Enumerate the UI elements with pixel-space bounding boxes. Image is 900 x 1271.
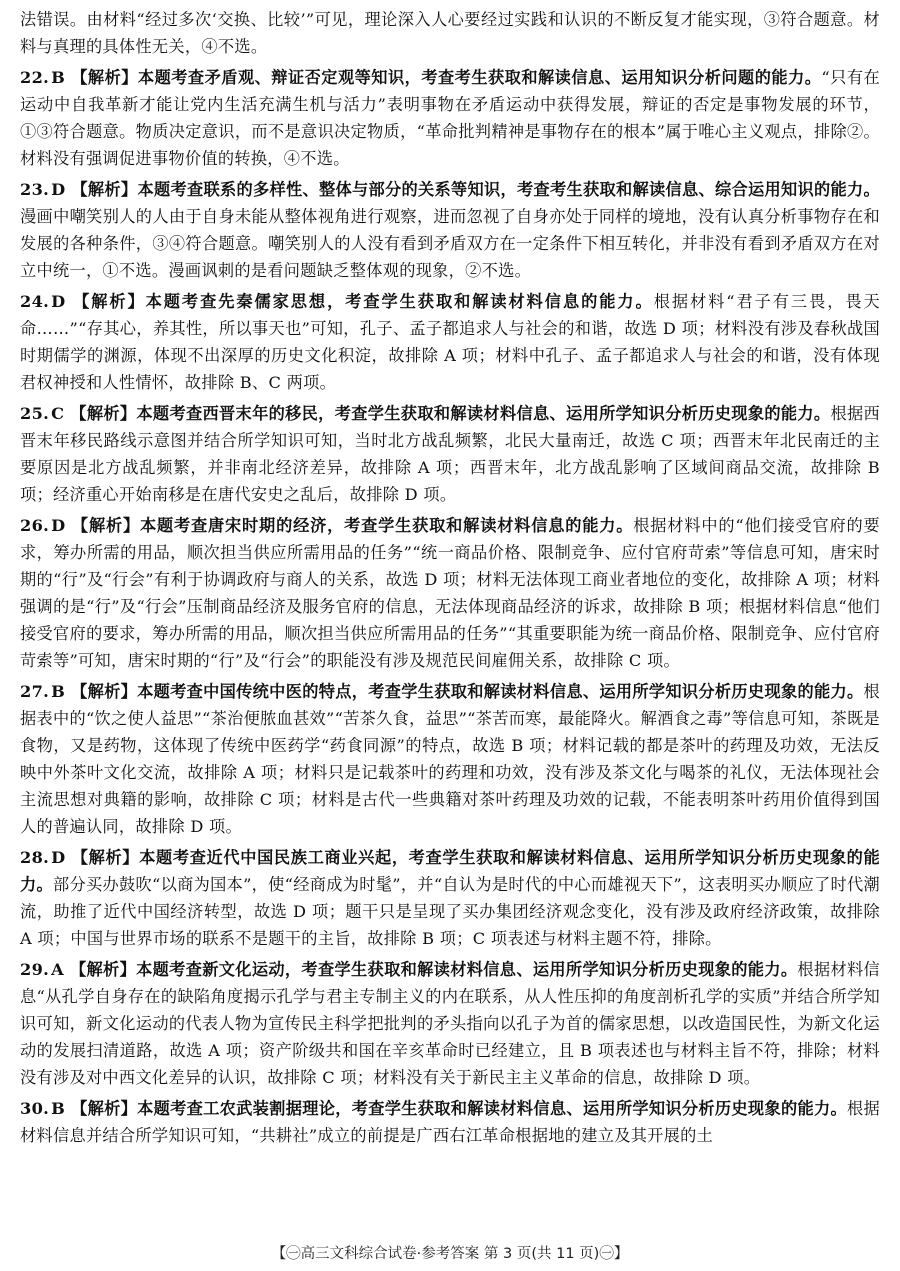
analysis-lead: 本题考查近代中国民族工商业兴起，考查学生获取和解读材料信息、运用所学知识分析历史现象的能力。 — [20, 848, 880, 894]
analysis-tag: 【解析】 — [71, 516, 140, 535]
continuation-text: 法错误。由材料“经过多次‘交换、比较’”可见，理论深入人心要经过实践和认识的不断反复才能实现，③符合题意。材料与真理的具体性无关，④不选。 — [20, 10, 880, 56]
answer-item — [20, 400, 880, 508]
analysis-text: 根据材料“君子有三畏，畏天命……”“存其心，养其性，所以事天也”可知，孔子、孟子都追求人与社会的和谐，故选 D 项；材料没有涉及春秋战国时期儒学的渊源，体现不出深厚的历史文化积淀，故排除 A 项；材料中孔子、孟子都追求人与社会的和谐，没有体现君权神授和人性情怀，故排除 B、C 两项。 — [20, 292, 880, 392]
analysis-text: 根据材料信息并结合所学知识可知，“共耕社”成立的前提是广西右江革命根据地的建立及其开展的土 — [20, 1099, 880, 1145]
answer-item — [20, 288, 880, 396]
analysis-text: “只有在运动中自我革新才能让党内生活充满生机与活力”表明事物在矛盾运动中获得发展，辩证的否定是事物发展的环节，①③符合题意。物质决定意识，而不是意识决定物质，“革命批判精神是事物存在的根本”属于唯心主义观点，排除②。材料没有强调促进事物价值的转换，④不选。 — [20, 68, 881, 168]
analysis-tag: 【解析】 — [71, 848, 140, 867]
analysis-tag: 【解析】 — [69, 960, 137, 979]
answer-item — [20, 1095, 880, 1149]
question-number: 26. — [20, 516, 50, 535]
analysis-text: 漫画中嘲笑别人的人由于自身未能从整体视角进行观察，进而忽视了自身亦处于同样的境地，没有认真分析事物存在和发展的各种条件，③④符合题意。嘲笑别人的人没有看到矛盾双方在一定条件下相互转化，并非没有看到矛盾双方在对立中统一，①不选。漫画讽刺的是看问题缺乏整体观的现象，②不选。 — [20, 207, 880, 280]
page-footer: 【㊀高三文科综合试卷·参考答案 第 3 页(共 11 页)㊀】 — [271, 1246, 629, 1262]
analysis-text: 根据材料信息“从孔学自身存在的缺陷角度揭示孔学与君主专制主义的内在联系，从人性压抑的角度剖析孔学的实质”并结合所学知识可知，新文化运动的代表人物为宣传民主科学把批判的矛头指向以孔子为首的儒家思想，以改造国民性，为新文化运动的发展扫清道路，故选 A 项；资产阶级共和国在辛亥革命时已经建立，且 B 项表述也与材料主旨不符，排除；材料没有涉及对中西文化差异的认识，故排除 C 项；材料没有关于新民主主义革命的信息，故排除 D 项。 — [20, 960, 881, 1087]
question-number: 29. — [20, 960, 50, 979]
analysis-text: 部分买办鼓吹“以商为国本”，使“经商成为时髦”，并“自认为是时代的中心而雄视天下”，这表明买办顺应了时代潮流，助推了近代中国经济转型，故选 D 项；题干只是呈现了买办集团经济观念变化，没有涉及政府经济政策，故排除 A 项；中国与世界市场的联系不是题干的主旨，故排除 B 项；C 项表述与材料主题不符，排除。 — [20, 875, 880, 948]
analysis-tag: 【解析】 — [70, 404, 137, 423]
answer-item — [20, 678, 880, 840]
question-number: 28. — [20, 848, 50, 867]
question-number: 22. — [20, 68, 50, 87]
answer-list — [20, 64, 880, 1149]
answer-letter: A — [51, 960, 64, 979]
analysis-tag: 【解析】 — [71, 68, 138, 87]
answer-item — [20, 844, 880, 952]
question-number: 23. — [20, 180, 50, 199]
analysis-tag: 【解析】 — [71, 292, 146, 311]
analysis-lead: 本题考查先秦儒家思想，考查学生获取和解读材料信息的能力。 — [145, 292, 654, 311]
analysis-lead: 本题考查联系的多样性、整体与部分的关系等知识，考查考生获取和解读信息、综合运用知识的能力。 — [137, 180, 881, 199]
answer-letter: B — [51, 682, 66, 701]
answer-letter: D — [51, 292, 66, 311]
answer-letter: B — [51, 68, 66, 87]
analysis-lead: 本题考查西晋末年的移民，考查学生获取和解读材料信息、运用所学知识分析历史现象的能力。 — [136, 404, 831, 423]
analysis-tag: 【解析】 — [71, 1099, 138, 1118]
analysis-lead: 本题考查工农武装割据理论，考查学生获取和解读材料信息、运用所学知识分析历史现象的能力。 — [137, 1099, 847, 1118]
answer-letter: B — [51, 1099, 66, 1118]
analysis-lead: 本题考查中国传统中医的特点，考查学生获取和解读材料信息、运用所学知识分析历史现象的能力。 — [137, 682, 864, 701]
analysis-text: 根据西晋末年移民路线示意图并结合所学知识可知，当时北方战乱频繁，北民大量南迁，故选 C 项；西晋末年北民南迁的主要原因是北方战乱频繁，并非南北经济差异，故排除 A 项；西晋末年，北方战乱影响了区域间商品交流，故排除 B 项；经济重心开始南移是在唐代安史之乱后，故排除 D 项。 — [20, 404, 880, 504]
analysis-lead: 本题考查唐宋时期的经济，考查学生获取和解读材料信息的能力。 — [139, 516, 634, 535]
analysis-lead: 本题考查新文化运动，考查学生获取和解读材料信息、运用所学知识分析历史现象的能力。 — [136, 960, 798, 979]
analysis-lead: 本题考查矛盾观、辩证否定观等知识，考查考生获取和解读信息、运用知识分析问题的能力。 — [137, 68, 822, 87]
answer-item — [20, 956, 880, 1091]
answer-letter: D — [51, 516, 66, 535]
question-number: 24. — [20, 292, 50, 311]
answer-item — [20, 512, 880, 674]
analysis-text: 根据表中的“饮之使人益思”“茶治便脓血甚效”“苦茶久食，益思”“茶苦而寒，最能降火。解酒食之毒”等信息可知，茶既是食物，又是药物，这体现了传统中医药学“药食同源”的特点，故选 B 项；材料记载的都是茶叶的药理及功效，无法反映中外茶叶文化交流，故排除 A 项；材料只是记载茶叶的药理和功效，没有涉及茶文化与喝茶的礼仪，无法体现社会主流思想对典籍的影响，故排除 C 项；材料是古代一些典籍对茶叶药理及功效的记载，不能表明茶叶药用价值得到国人的普遍认同，故排除 D 项。 — [20, 682, 880, 836]
question-number: 25. — [20, 404, 50, 423]
analysis-text: 根据材料中的“他们接受官府的要求，筹办所需的用品，顺次担当供应所需用品的任务”“统一商品价格、限制竞争、应付官府苛索”等信息可知，唐宋时期的“行”及“行会”有利于协调政府与商人的关系，故选 D 项；材料无法体现工商业者地位的变化，故排除 A 项；材料强调的是“行”及“行会”压制商品经济及服务官府的信息，无法体现商品经济的诉求，故排除 B 项；根据材料信息“他们接受官府的要求，筹办所需的用品，顺次担当供应所需用品的任务”“其重要职能为统一商品价格、限制竞争、应付官府苛索等”可知，唐宋时期的“行”及“行会”的职能没有涉及规范民间雇佣关系，故排除 C 项。 — [20, 516, 880, 670]
answer-letter: C — [51, 404, 65, 423]
question-number: 30. — [20, 1099, 50, 1118]
answer-letter: D — [51, 848, 66, 867]
answer-item — [20, 176, 880, 284]
answer-letter: D — [51, 180, 66, 199]
analysis-tag: 【解析】 — [71, 180, 138, 199]
analysis-tag: 【解析】 — [71, 682, 138, 701]
question-number: 27. — [20, 682, 50, 701]
answer-item — [20, 64, 880, 172]
